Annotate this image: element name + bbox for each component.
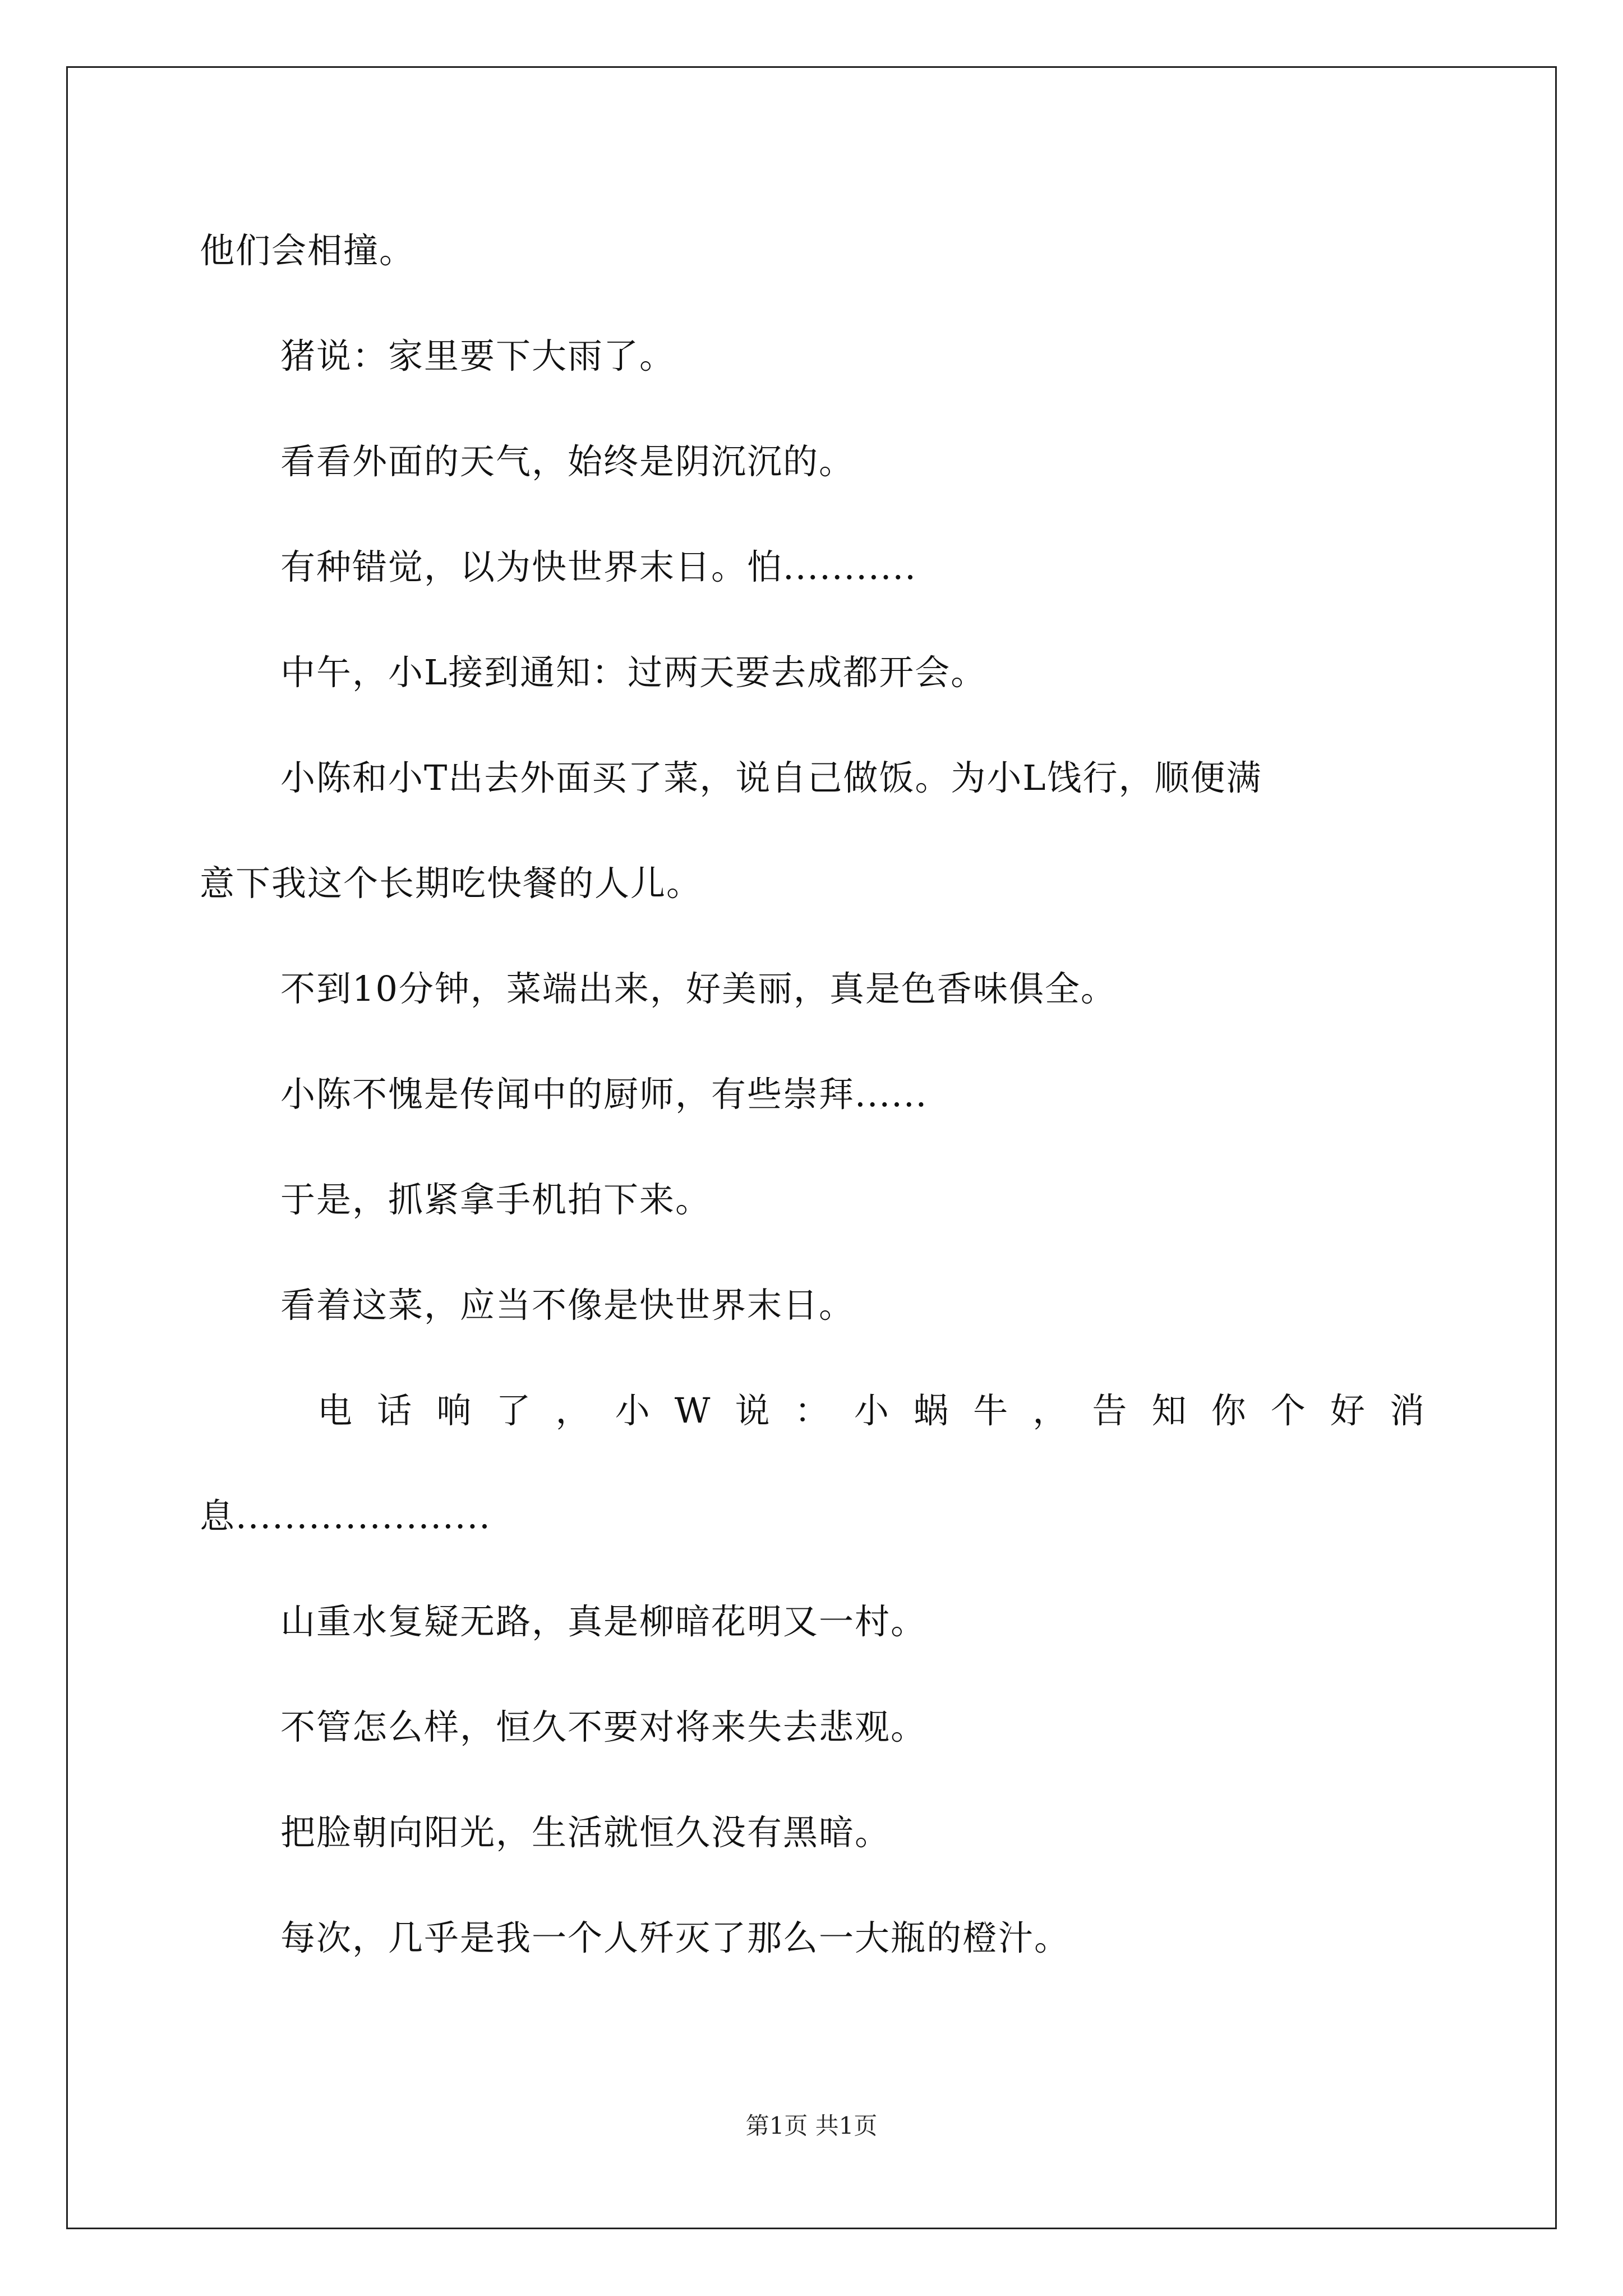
spaced-char: 蜗 bbox=[913, 1390, 948, 1431]
spaced-char: 牛 bbox=[973, 1390, 1008, 1431]
paragraph-line: 山重水复疑无路，真是柳暗花明又一村。 bbox=[280, 1601, 927, 1642]
spaced-char: 个 bbox=[1270, 1390, 1306, 1431]
spaced-char: 告 bbox=[1092, 1390, 1127, 1431]
spaced-char: 话 bbox=[377, 1390, 412, 1431]
paragraph-line: 不管怎么样，恒久不要对将来失去悲观。 bbox=[280, 1706, 927, 1747]
paragraph-line: 于是，抓紧拿手机拍下来。 bbox=[280, 1179, 712, 1220]
spaced-char: 小 bbox=[854, 1390, 889, 1431]
paragraph-line: 猪说：家里要下大雨了。 bbox=[280, 335, 676, 376]
spaced-char: 你 bbox=[1211, 1390, 1246, 1431]
page-border bbox=[66, 66, 1557, 2229]
paragraph-line: 小陈和小T出去外面买了菜，说自己做饭。为小L饯行，顺便满 bbox=[280, 757, 1262, 798]
spaced-char: ： bbox=[794, 1390, 829, 1431]
paragraph-line: 看着这菜，应当不像是快世界末日。 bbox=[280, 1285, 855, 1326]
paragraph-line: 不到10分钟，菜端出来，好美丽，真是色香味俱全。 bbox=[280, 968, 1117, 1009]
paragraph-line: 每次，几乎是我一个人歼灭了那么一大瓶的橙汁。 bbox=[280, 1917, 1071, 1958]
spaced-char: ， bbox=[1032, 1390, 1068, 1431]
spaced-char: 好 bbox=[1330, 1390, 1365, 1431]
spaced-paragraph-line bbox=[200, 1386, 1424, 1436]
paragraph-line: 看看外面的天气，始终是阴沉沉的。 bbox=[280, 441, 855, 482]
paragraph-line: 意下我这个长期吃快餐的人儿。 bbox=[200, 863, 703, 904]
spaced-char: W bbox=[674, 1390, 711, 1431]
spaced-char: 小 bbox=[615, 1390, 650, 1431]
paragraph-line: 把脸朝向阳光，生活就恒久没有黑暗。 bbox=[280, 1812, 891, 1853]
page-footer: 第1页 共1页 bbox=[745, 2112, 878, 2139]
spaced-char: 电 bbox=[317, 1390, 353, 1431]
spaced-char: 响 bbox=[436, 1390, 472, 1431]
paragraph-line: 有种错觉，以为快世界末日。怕........... bbox=[280, 546, 917, 587]
paragraph-line: 息..................... bbox=[200, 1496, 491, 1536]
spaced-char: ， bbox=[555, 1390, 591, 1431]
spaced-char: 说 bbox=[735, 1390, 770, 1431]
paragraph-line: 他们会相撞。 bbox=[200, 230, 416, 271]
paragraph-line: 小陈不愧是传闻中的厨师，有些崇拜...... bbox=[280, 1074, 928, 1115]
paragraph-line: 中午，小L接到通知：过两天要去成都开会。 bbox=[280, 652, 987, 693]
spaced-char: 了 bbox=[496, 1390, 531, 1431]
spaced-char: 知 bbox=[1151, 1390, 1187, 1431]
spaced-char: 消 bbox=[1389, 1390, 1424, 1431]
